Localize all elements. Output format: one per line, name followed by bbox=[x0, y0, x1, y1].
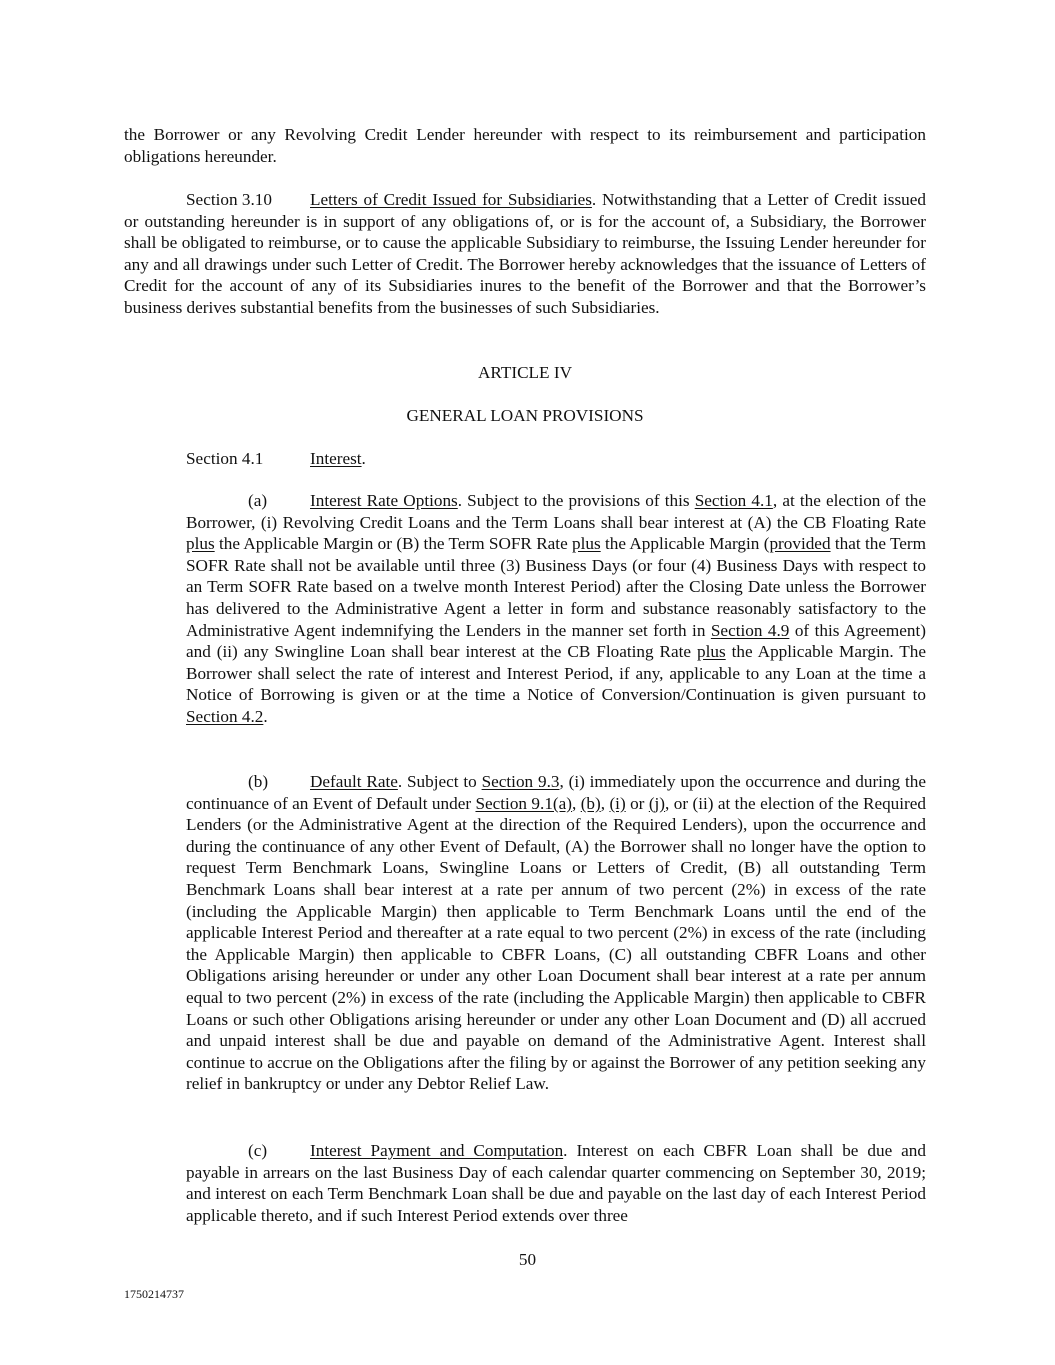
article-title: GENERAL LOAN PROVISIONS bbox=[406, 406, 644, 425]
section-ref: Section 4.9 bbox=[710, 620, 790, 640]
section-4-1-heading: Section 4.1 Interest. bbox=[186, 449, 366, 468]
section-4-1-title: Interest bbox=[310, 449, 362, 468]
paragraph-b-label: (b) bbox=[248, 772, 269, 791]
section-ref: (i) bbox=[609, 793, 626, 813]
section-3-10-number: Section 3.10 bbox=[186, 190, 272, 209]
section-ref: Section 9.3 bbox=[481, 772, 560, 791]
section-3-10 bbox=[124, 189, 926, 319]
section-ref: Section 4.2 bbox=[186, 706, 264, 726]
document-id: 1750214737 bbox=[124, 1287, 184, 1301]
article-number: ARTICLE IV bbox=[478, 363, 572, 382]
paragraph-a-title: Interest Rate Options bbox=[310, 491, 458, 510]
page-number: 50 bbox=[518, 1250, 537, 1269]
section-3-10-text: . Notwithstanding that a Letter of Credit issued or outstanding hereunder is in support of any obligations of, or is for the account of, a Subsidiary, the Borrower shall be obligated to reimburse, or to cause the applicable Subsidiary to reimburse, the Issuing Lender hereunder for any and all drawings under such Letter of Credit. The Borrower hereby acknowledges that the issuance of Letters of Credit for the account of any of its Subsidiaries inures to the benefit of the Borrower and that the Borrower’s business derives substantial benefits from the businesses of such Subsidiaries. bbox=[124, 190, 926, 317]
paragraph-c-title: Interest Payment and Computation bbox=[310, 1141, 564, 1160]
section-3-10-title: Letters of Credit Issued for Subsidiaries bbox=[310, 190, 592, 209]
paragraph-c-label: (c) bbox=[248, 1141, 268, 1160]
top-paragraph: the Borrower or any Revolving Credit Lender hereunder with respect to its reimbursement and participation obligations hereunder. bbox=[124, 125, 926, 166]
paragraph-c: (c) Interest Payment and Computation. Interest on each CBFR Loan shall be due and payable in arrears on the last Business Day of each calendar quarter commencing on September 30, 2019; and interest on each Term Benchmark Loan shall be due and payable on the last day of each Interest Period applicable thereto, and if such Interest Period extends over three bbox=[186, 1141, 926, 1225]
paragraph-a: (a) Interest Rate Options. Subject to the provisions of this Section 4.1, at the election of the Borrower, (i) Revolving Credit Loans and the Term Loans shall bear interest at (A) the CB Floating Rate plus the Applicable Margin or (B) the Term SOFR Rate plus the Applicable Margin (provided that the Term SOFR Rate shall not be available until three (3) Business Days (or four (4) Business Days with respect to an Term SOFR Rate based on a twelve month Interest Period) after the Closing Date unless the Borrower has delivered to the Administrative Agent a letter in form and substance reasonably satisfactory to the Administrative Agent indemnifying the Lenders in the manner set forth in Section 4.9 of this Agreement) and (ii) any Swingline Loan shall bear interest at the CB Floating Rate plus the Applicable Margin. The Borrower shall select the rate of interest and Interest Period, if any, applicable to any Loan at the time a Notice of Borrowing is given or at the time a Notice of Conversion/Continuation is given pursuant to Section 4.2. bbox=[186, 491, 927, 726]
section-ref: Section 9.1(a) bbox=[475, 793, 572, 813]
paragraph-b: (b) Default Rate. Subject to Section 9.3, (i) immediately upon the occurrence and during the continuance of an Event of Default under Section 9.1(a), (b), (i) or (j), or (ii) at the election of the Required Lenders (or the Administrative Agent at the direction of the Required Lenders), upon the occurrence and during the continuance of any other Event of Default, (A) the Borrower shall no longer have the option to request Term Benchmark Loans, Swingline Loans or Letters of Credit, (B) all outstanding Term Benchmark Loans shall bear interest at a rate per annum of two percent (2%) in excess of the rate (including the Applicable Margin) then applicable to Term Benchmark Loans until the end of the applicable Interest Period and thereafter at a rate equal to two percent (2%) in excess of the rate (including the Applicable Margin) then applicable to CBFR Loans, (C) all outstanding CBFR Loans and other Obligations arising hereunder or under any other Loan Document shall bear interest at a rate per annum equal to two percent (2%) in excess of the rate (including the Applicable Margin) then applicable to CBFR Loans or such other Obligations arising hereunder or under any other Loan Document and (D) all accrued and unpaid interest shall be due and payable on demand of the Administrative Agent. Interest shall continue to accrue on the Obligations after the filing by or against the Borrower of any petition seeking any relief in bankruptcy or under any Debtor Relief Law. bbox=[186, 772, 926, 1094]
section-4-1-number: Section 4.1 bbox=[186, 449, 264, 468]
section-ref: (b) bbox=[580, 793, 601, 813]
paragraph-b-title: Default Rate bbox=[310, 772, 398, 791]
paragraph-a-label: (a) bbox=[248, 491, 268, 510]
section-ref: (j) bbox=[648, 793, 666, 813]
section-ref: Section 4.1 bbox=[694, 491, 773, 510]
